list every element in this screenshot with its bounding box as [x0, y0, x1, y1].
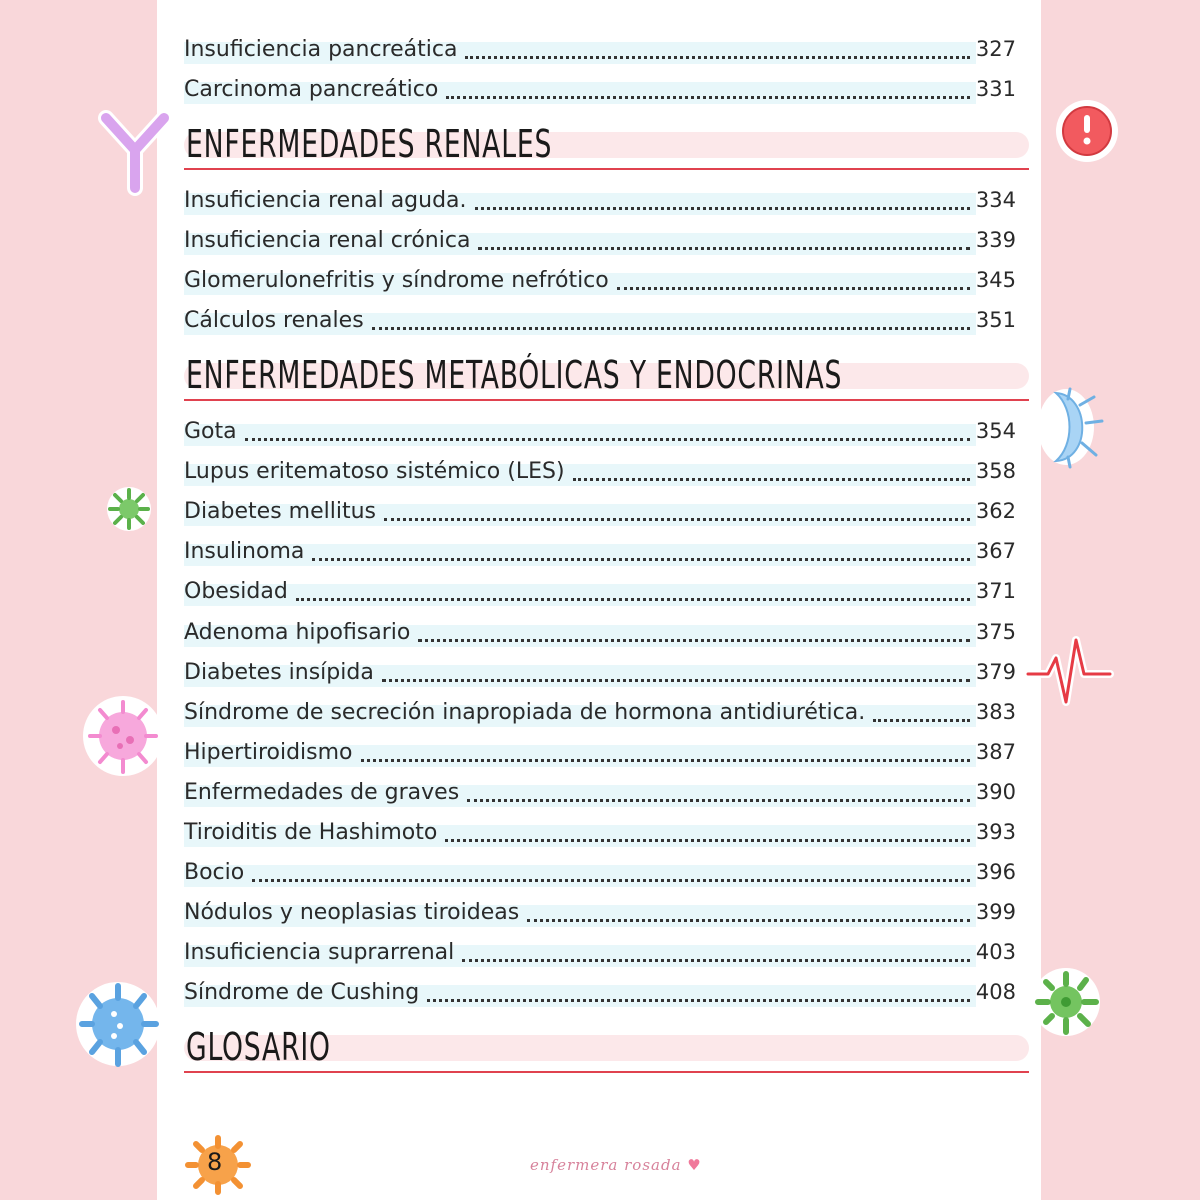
toc-entry-page: 339 — [975, 228, 1016, 252]
toc-entry-page: 396 — [975, 860, 1016, 884]
virus-icon — [80, 688, 166, 784]
toc-entry-title: Insulinoma — [184, 538, 305, 564]
dot-leader — [527, 899, 970, 922]
toc-entry-title: Bocio — [184, 859, 245, 885]
toc-entry-page: 403 — [975, 940, 1016, 964]
toc-entry-page: 334 — [975, 188, 1016, 212]
toc-entry-title: Adenoma hipofisario — [184, 619, 411, 645]
bacteria-icon — [1030, 385, 1108, 469]
dot-leader — [478, 227, 969, 250]
toc-entry-title: Enfermedades de graves — [184, 779, 460, 805]
warning-icon — [1054, 98, 1120, 164]
toc-entry-page: 393 — [975, 820, 1016, 844]
virus-icon — [74, 976, 162, 1072]
toc-entry[interactable] — [184, 456, 1016, 486]
dot-leader — [475, 187, 970, 210]
virus-icon — [104, 484, 154, 534]
dot-leader — [372, 307, 970, 330]
dot-leader — [573, 458, 970, 481]
toc-entry-title: Insuficiencia suprarrenal — [184, 939, 455, 965]
toc-entry[interactable] — [184, 937, 1016, 967]
toc-entry-title: Síndrome de Cushing — [184, 979, 420, 1005]
toc-entry-title: Insuficiencia pancreática — [184, 36, 458, 62]
dot-leader — [245, 418, 970, 441]
dot-leader — [445, 819, 970, 842]
toc-entry-page: 351 — [975, 308, 1016, 332]
toc-entry[interactable] — [184, 305, 1016, 335]
toc-entry-title: Lupus eritematoso sistémico (LES) — [184, 458, 565, 484]
toc-entry-title: Cálculos renales — [184, 307, 364, 333]
toc-entry[interactable] — [184, 74, 1016, 104]
toc-entry-title: Diabetes insípida — [184, 659, 374, 685]
toc-entry[interactable] — [184, 657, 1016, 687]
toc-entry-page: 367 — [975, 539, 1016, 563]
toc-entry-title: Tiroiditis de Hashimoto — [184, 819, 438, 845]
toc-entry[interactable] — [184, 496, 1016, 526]
toc-entry-page: 408 — [975, 980, 1016, 1004]
section-title: GLOSARIO — [186, 1025, 331, 1069]
toc-entry-page: 379 — [975, 660, 1016, 684]
heartbeat-icon — [1024, 630, 1114, 716]
toc-entry[interactable] — [184, 265, 1016, 295]
section-rule — [184, 168, 1029, 170]
section-title: ENFERMEDADES RENALES — [186, 122, 553, 166]
dot-leader — [467, 779, 970, 802]
toc-entry-title: Nódulos y neoplasias tiroideas — [184, 899, 520, 925]
dot-leader — [252, 859, 970, 882]
toc-entry-title: Carcinoma pancreático — [184, 76, 439, 102]
toc-entry-page: 358 — [975, 459, 1016, 483]
page-number: 8 — [207, 1148, 223, 1176]
toc-entry[interactable] — [184, 817, 1016, 847]
toc-entry[interactable] — [184, 536, 1016, 566]
toc-entry-title: Glomerulonefritis y síndrome nefrótico — [184, 267, 609, 293]
dot-leader — [462, 939, 970, 962]
toc-entry-page: 387 — [975, 740, 1016, 764]
toc-entry[interactable] — [184, 225, 1016, 255]
toc-entry[interactable] — [184, 416, 1016, 446]
toc-entry[interactable] — [184, 857, 1016, 887]
toc-entry[interactable] — [184, 185, 1016, 215]
section-rule — [184, 399, 1029, 401]
brand-text: enfermera rosada — [530, 1156, 682, 1174]
toc-entry-title: Obesidad — [184, 578, 288, 604]
toc-entry[interactable] — [184, 34, 1016, 64]
toc-entry-page: 362 — [975, 499, 1016, 523]
toc-entry-page: 371 — [975, 579, 1016, 603]
toc-entry-page: 383 — [975, 700, 1016, 724]
dot-leader — [465, 36, 969, 59]
virus-icon — [1030, 966, 1104, 1038]
section-title: ENFERMEDADES METABÓLICAS Y ENDOCRINAS — [186, 353, 843, 397]
toc-entry-title: Síndrome de secreción inapropiada de hormona antidiurética. — [184, 699, 866, 725]
section-heading-renales — [184, 122, 1029, 170]
section-heading-glosario — [184, 1025, 1029, 1073]
section-heading-metabolicas — [184, 353, 1029, 401]
toc-entry[interactable] — [184, 617, 1016, 647]
section-rule — [184, 1071, 1029, 1073]
dot-leader — [384, 498, 970, 521]
toc-entry-title: Gota — [184, 418, 237, 444]
toc-entry-page: 327 — [975, 37, 1016, 61]
toc-entry-title: Hipertiroidismo — [184, 739, 353, 765]
dot-leader — [617, 267, 970, 290]
toc-entry-page: 345 — [975, 268, 1016, 292]
dot-leader — [873, 699, 970, 722]
antibody-icon — [92, 100, 178, 200]
toc-entry-title: Diabetes mellitus — [184, 498, 376, 524]
toc-entry[interactable] — [184, 897, 1016, 927]
toc-entry-page: 331 — [975, 77, 1016, 101]
toc-entry[interactable] — [184, 737, 1016, 767]
dot-leader — [296, 578, 970, 601]
toc-entry[interactable] — [184, 576, 1016, 606]
toc-entry-page: 354 — [975, 419, 1016, 443]
toc-entry-page: 390 — [975, 780, 1016, 804]
toc-entry[interactable] — [184, 777, 1016, 807]
toc-entry-page: 375 — [975, 620, 1016, 644]
toc-entry-title: Insuficiencia renal aguda. — [184, 187, 467, 213]
dot-leader — [446, 76, 970, 99]
toc-entry[interactable] — [184, 697, 1016, 727]
toc-entry[interactable] — [184, 977, 1016, 1007]
toc-entry-title: Insuficiencia renal crónica — [184, 227, 471, 253]
toc-entry-page: 399 — [975, 900, 1016, 924]
dot-leader — [418, 619, 970, 642]
dot-leader — [361, 739, 970, 762]
dot-leader — [427, 979, 970, 1002]
dot-leader — [382, 659, 970, 682]
brand-signature: enfermera rosada ♥ — [530, 1156, 702, 1174]
dot-leader — [312, 538, 970, 561]
